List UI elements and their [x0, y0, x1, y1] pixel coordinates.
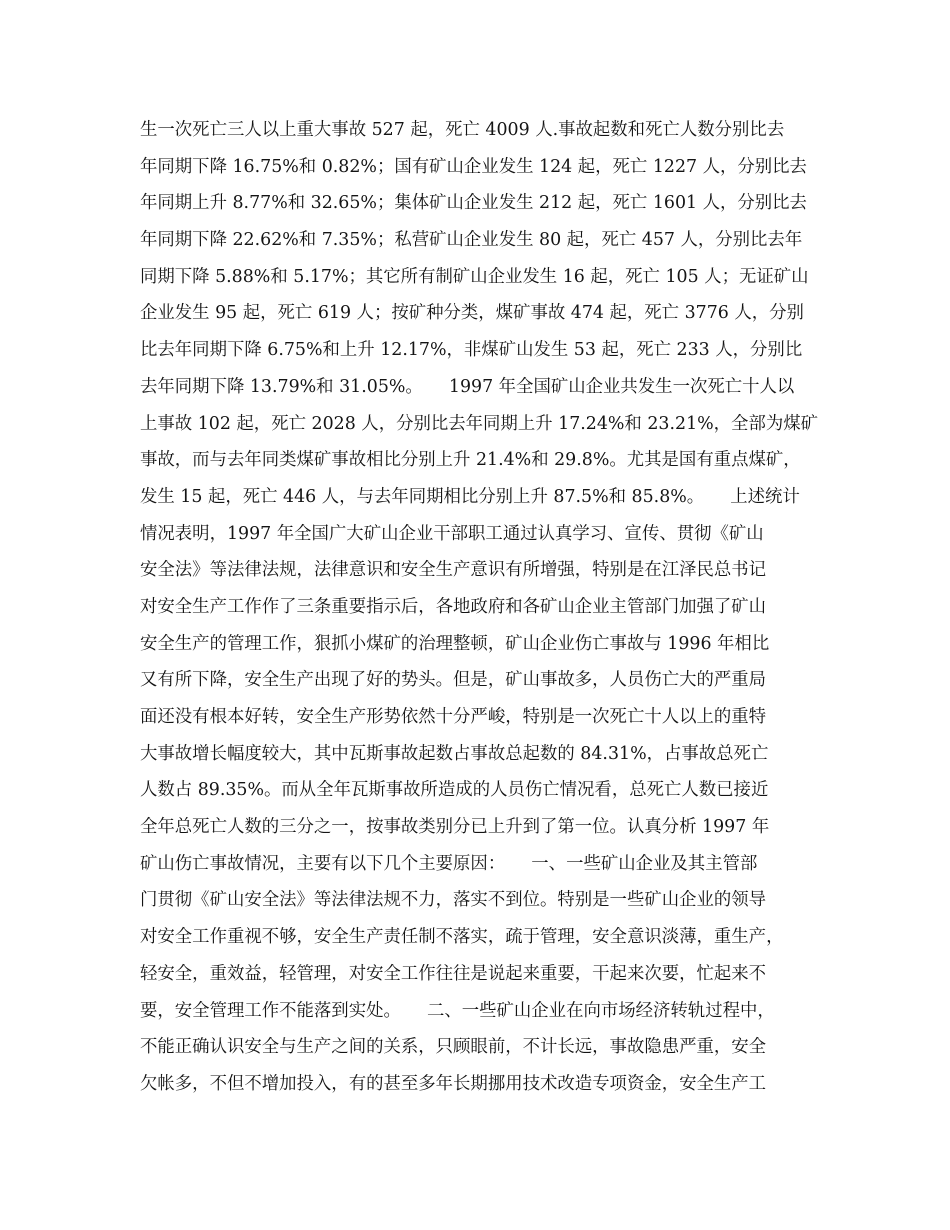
text-line-4: 年同期下降 22.62%和 7.35%；私营矿山企业发生 80 起，死亡 457 人，分别比去年 — [140, 230, 803, 251]
text-line-12: 情况表明，1997 年全国广大矿山企业干部职工通过认真学习、宣传、贯彻《矿山 — [140, 523, 764, 544]
text-line-20: 全年总死亡人数的三分之一，按事故类别分已上升到了第一位。认真分析 1997 年 — [140, 817, 770, 838]
text-line-11: 发生 15 起，死亡 446 人，与去年同期相比分别上升 87.5%和 85.8%。 上述统计 — [140, 486, 800, 507]
body-text — [140, 112, 830, 1103]
text-line-19: 人数占 89.35%。而从全年瓦斯事故所造成的人员伤亡情况看，总死亡人数已接近 — [140, 780, 769, 801]
text-line-27: 欠帐多，不但不增加投入，有的甚至多年长期挪用技术改造专项资金，安全生产工 — [140, 1073, 767, 1094]
text-line-18: 大事故增长幅度较大，其中瓦斯事故起数占事故总起数的 84.31%，占事故总死亡 — [140, 743, 769, 764]
text-line-6: 企业发生 95 起，死亡 619 人；按矿种分类，煤矿事故 474 起，死亡 3776 人，分别 — [140, 303, 804, 324]
text-line-13: 安全法》等法律法规，法律意识和安全生产意识有所增强，特别是在江泽民总书记 — [140, 560, 767, 581]
text-line-8: 去年同期下降 13.79%和 31.05%。 1997 年全国矿山企业共发生一次死亡十人以 — [140, 376, 795, 397]
text-line-2: 年同期下降 16.75%和 0.82%；国有矿山企业发生 124 起，死亡 1227 人，分别比去 — [140, 156, 807, 177]
text-line-3: 年同期上升 8.77%和 32.65%；集体矿山企业发生 212 起，死亡 1601 人，分别比去 — [140, 193, 807, 214]
text-line-15: 安全生产的管理工作，狠抓小煤矿的治理整顿，矿山企业伤亡事故与 1996 年相比 — [140, 633, 770, 654]
text-line-10: 事故，而与去年同类煤矿事故相比分别上升 21.4%和 29.8%。尤其是国有重点煤矿， — [140, 450, 801, 471]
text-line-25: 要，安全管理工作不能落到实处。 二、一些矿山企业在向市场经济转轨过程中， — [140, 1000, 775, 1021]
text-line-1: 生一次死亡三人以上重大事故 527 起，死亡 4009 人.事故起数和死亡人数分别比去 — [140, 120, 785, 140]
text-line-7: 比去年同期下降 6.75%和上升 12.17%，非煤矿山发生 53 起，死亡 233 人，分别比 — [140, 340, 803, 361]
text-line-26: 不能正确认识安全与生产之间的关系，只顾眼前，不计长远，事故隐患严重，安全 — [140, 1037, 767, 1058]
text-line-16: 又有所下降，安全生产出现了好的势头。但是，矿山事故多，人员伤亡大的严重局 — [140, 670, 767, 691]
text-line-22: 门贯彻《矿山安全法》等法律法规不力，落实不到位。特别是一些矿山企业的领导 — [140, 890, 767, 911]
text-line-23: 对安全工作重视不够，安全生产责任制不落实，疏于管理，安全意识淡薄，重生产， — [140, 927, 784, 948]
text-line-17: 面还没有根本好转，安全生产形势依然十分严峻，特别是一次死亡十人以上的重特 — [140, 707, 767, 727]
text-line-21: 矿山伤亡事故情况，主要有以下几个主要原因： 一、一些矿山企业及其主管部 — [140, 853, 758, 874]
text-line-24: 轻安全，重效益，轻管理，对安全工作往往是说起来重要，干起来次要，忙起来不 — [140, 963, 767, 984]
text-line-5: 同期下降 5.88%和 5.17%；其它所有制矿山企业发生 16 起，死亡 105 人；无证矿山 — [140, 266, 809, 287]
text-line-9: 上事故 102 起，死亡 2028 人，分别比去年同期上升 17.24%和 23.21%，全部为煤矿 — [140, 413, 819, 434]
text-line-14: 对安全生产工作作了三条重要指示后，各地政府和各矿山企业主管部门加强了矿山 — [140, 596, 767, 617]
